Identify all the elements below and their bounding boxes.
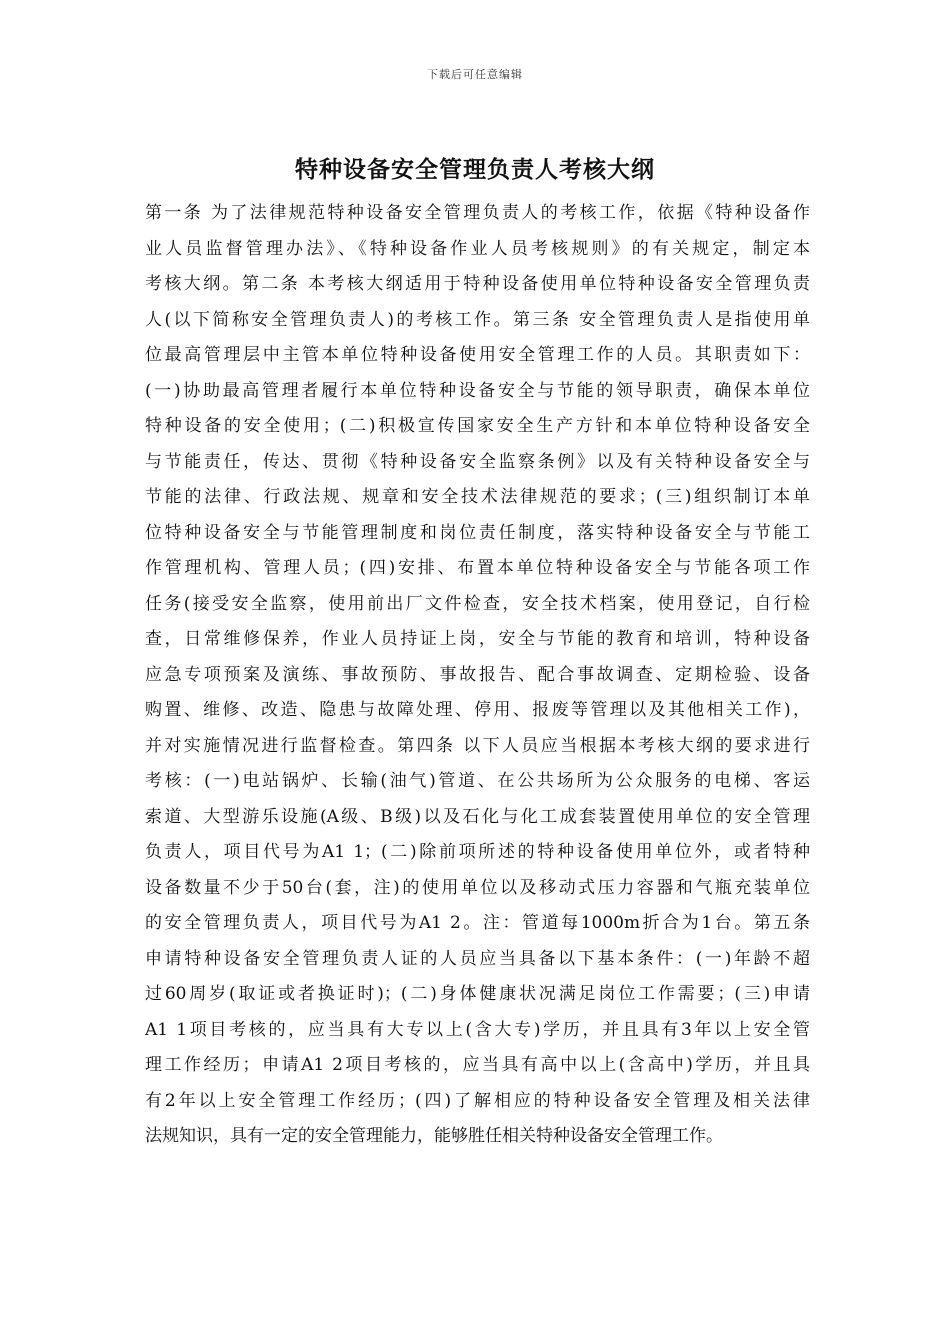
body-text-line: 有2年以上安全管理工作经历；(四)了解相应的特种设备安全管理及相关法律 bbox=[145, 1090, 810, 1111]
body-text-line: 法规知识，具有一定的安全管理能力，能够胜任相关特种设备安全管理工作。 bbox=[145, 1126, 723, 1146]
body-text-line: 索道、大型游乐设施(A级、B级)以及石化与化工成套装置使用单位的安全管理 bbox=[145, 806, 810, 827]
body-text-line: 考核：(一)电站锅炉、长输(油气)管道、在公共场所为公众服务的电梯、客运 bbox=[145, 771, 810, 791]
page-header-note: 下载后可任意编辑 bbox=[427, 68, 523, 81]
body-text-line: 考核大纲。第二条 本考核大纲适用于特种设备使用单位特种设备安全管理负责 bbox=[145, 274, 810, 294]
body-text-line: 位最高管理层中主管本单位特种设备使用安全管理工作的人员。其职责如下： bbox=[145, 345, 810, 365]
body-text-line: 购置、维修、改造、隐患与故障处理、停用、报废等管理以及其他相关工作)， bbox=[145, 700, 810, 720]
body-text-line: 位特种设备安全与节能管理制度和岗位责任制度，落实特种设备安全与节能工 bbox=[145, 522, 810, 543]
body-text-line: 作管理机构、管理人员；(四)安排、布置本单位特种设备安全与节能各项工作 bbox=[145, 558, 810, 578]
body-text-line: 并对实施情况进行监督检查。第四条 以下人员应当根据本考核大纲的要求进行 bbox=[145, 735, 810, 756]
body-text-line: 任务(接受安全监察，使用前出厂文件检查，安全技术档案，使用登记，自行检 bbox=[145, 593, 810, 614]
body-text-line: 应急专项预案及演练、事故预防、事故报告、配合事故调查、定期检验、设备 bbox=[145, 664, 810, 685]
body-text-line: (一)协助最高管理者履行本单位特种设备安全与节能的领导职责，确保本单位 bbox=[145, 380, 810, 401]
body-text-line: 的安全管理负责人，项目代号为A1 2。注：管道每1000m折合为1台。第五条 bbox=[145, 913, 810, 933]
body-text-line: 特种设备的安全使用；(二)积极宣传国家安全生产方针和本单位特种设备安全 bbox=[145, 416, 810, 436]
body-text-line: 与节能责任，传达、贯彻《特种设备安全监察条例》以及有关特种设备安全与 bbox=[145, 451, 810, 472]
body-text-line: 人(以下简称安全管理负责人)的考核工作。第三条 安全管理负责人是指使用单 bbox=[145, 309, 810, 330]
body-text-line: 申请特种设备安全管理负责人证的人员应当具备以下基本条件：(一)年龄不超 bbox=[145, 948, 810, 969]
body-text-line: 理工作经历；申请A1 2项目考核的，应当具有高中以上(含高中)学历，并且具 bbox=[145, 1055, 810, 1075]
body-text-line: 设备数量不少于50台(套，注)的使用单位以及移动式压力容器和气瓶充装单位 bbox=[145, 877, 810, 898]
body-text-line: 第一条 为了法律规范特种设备安全管理负责人的考核工作，依据《特种设备作 bbox=[145, 203, 810, 223]
document-title: 特种设备安全管理负责人考核大纲 bbox=[295, 157, 655, 183]
body-text-line: 过60周岁(取证或者换证时)；(二)身体健康状况满足岗位工作需要；(三)申请 bbox=[145, 984, 810, 1004]
body-text-line: 业人员监督管理办法》、《特种设备作业人员考核规则》的有关规定，制定本 bbox=[145, 238, 810, 259]
body-text-line: A1 1项目考核的，应当具有大专以上(含大专)学历，并且具有3年以上安全管 bbox=[145, 1019, 810, 1040]
body-text-line: 查，日常维修保养，作业人员持证上岗，安全与节能的教育和培训，特种设备 bbox=[145, 629, 810, 649]
document-body bbox=[145, 196, 810, 1155]
body-text-line: 负责人，项目代号为A1 1；(二)除前项所述的特种设备使用单位外，或者特种 bbox=[145, 842, 810, 862]
body-text-line: 节能的法律、行政法规、规章和安全技术法律规范的要求；(三)组织制订本单 bbox=[145, 487, 810, 507]
